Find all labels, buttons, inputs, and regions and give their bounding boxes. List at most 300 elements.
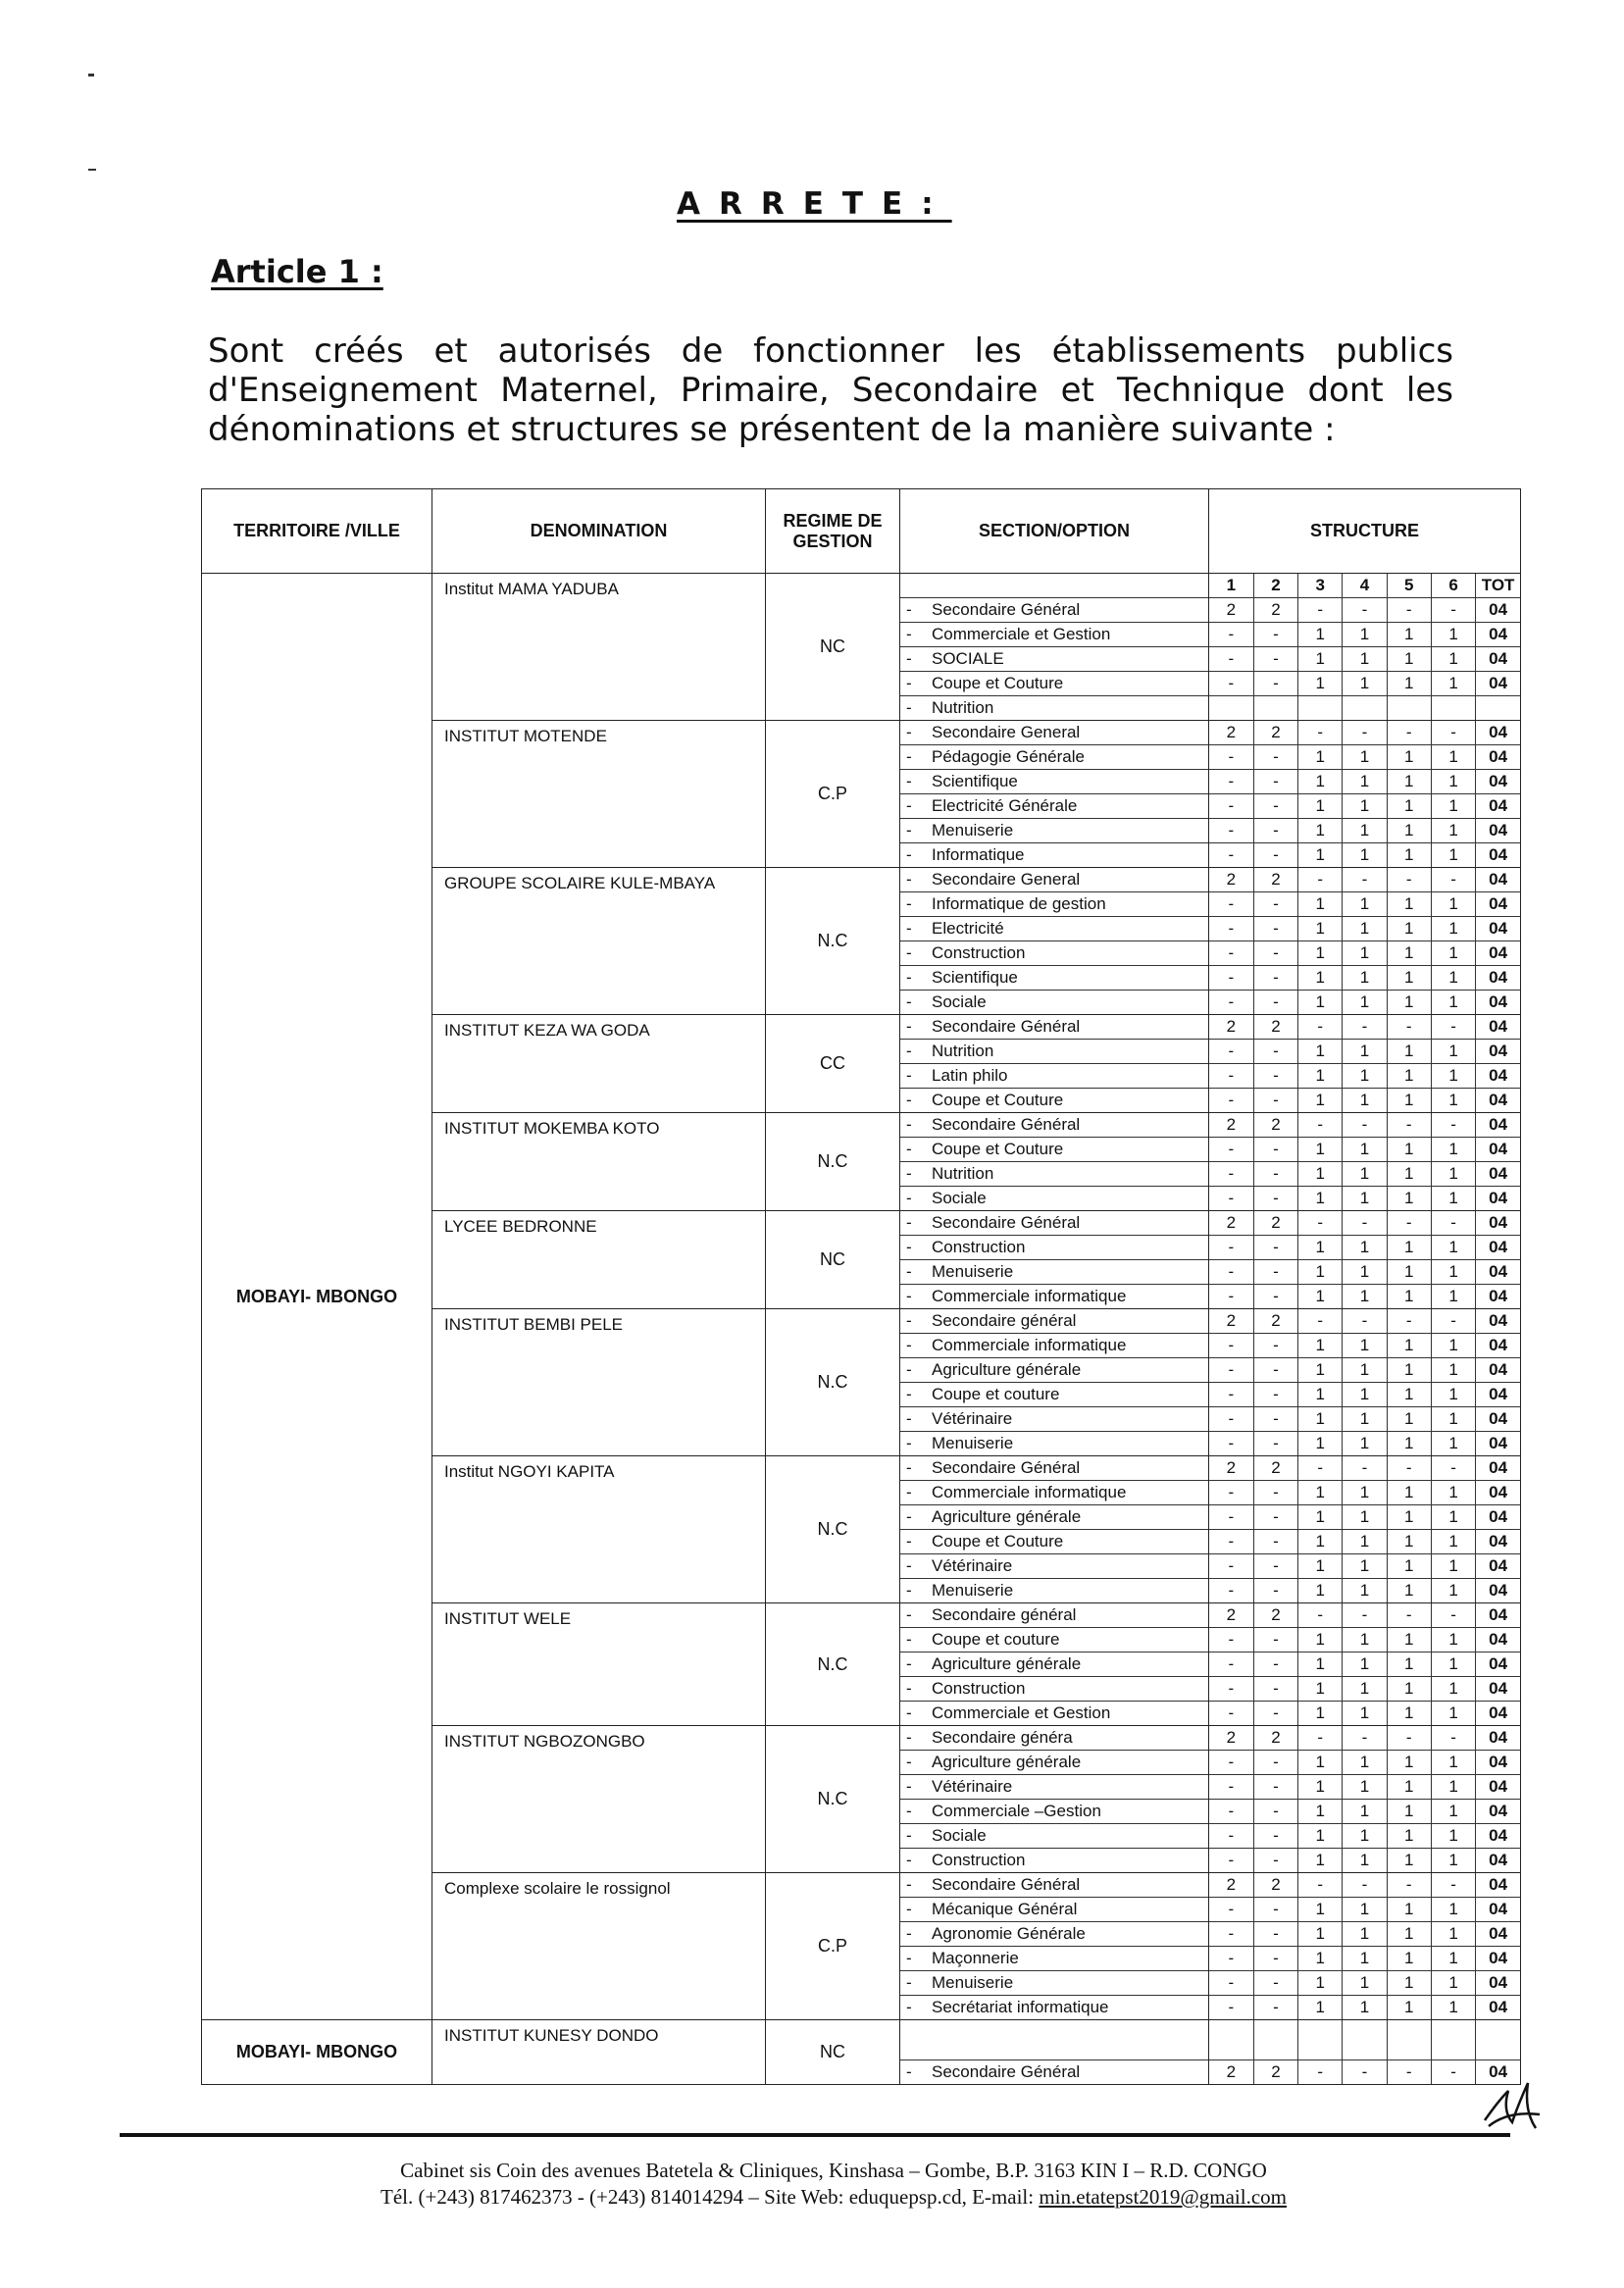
school-row — [202, 2020, 1521, 2085]
structure-value: 1 — [1431, 1260, 1475, 1285]
structure-value: - — [1253, 672, 1297, 696]
structure-value: 1 — [1298, 1358, 1343, 1383]
structure-value: 1 — [1387, 1481, 1431, 1505]
structure-value: 1 — [1343, 1432, 1387, 1456]
structure-row — [1209, 1873, 1520, 1898]
option-cell — [900, 1236, 1208, 1260]
structure-value: - — [1253, 1922, 1297, 1947]
option-row — [900, 868, 1208, 892]
option-label: Pédagogie Générale — [932, 747, 1085, 766]
structure-value: - — [1253, 770, 1297, 794]
structure-value: - — [1298, 868, 1343, 892]
option-row — [900, 1751, 1208, 1775]
structure-total: 04 — [1476, 1530, 1520, 1554]
structure-value: 1 — [1298, 1505, 1343, 1530]
option-label: Construction — [932, 943, 1026, 962]
decree-heading: ARRETE: — [677, 186, 952, 222]
structure-value: 1 — [1343, 745, 1387, 770]
option-cell — [900, 1677, 1208, 1702]
footer-email-link[interactable]: min.etatepst2019@gmail.com — [1039, 2185, 1287, 2209]
option-bullet: - — [906, 1654, 912, 1673]
section-options — [900, 721, 1209, 868]
structure-value: - — [1431, 868, 1475, 892]
school-name: INSTITUT KUNESY DONDO — [432, 2020, 766, 2085]
structure-value: 1 — [1387, 843, 1431, 868]
structure-value: 1 — [1298, 1775, 1343, 1800]
structure-row — [1209, 1481, 1520, 1505]
option-bullet: - — [906, 1532, 912, 1551]
structure-value: - — [1209, 1138, 1253, 1162]
options-list — [900, 1015, 1208, 1112]
options-list — [900, 721, 1208, 867]
structure-value: - — [1253, 1996, 1297, 2020]
structure-value: - — [1209, 1481, 1253, 1505]
structure-cell — [1209, 1113, 1521, 1211]
structure-row — [1209, 892, 1520, 917]
option-cell — [900, 1898, 1208, 1922]
structure-grid — [1209, 574, 1520, 720]
option-cell — [900, 1211, 1208, 1236]
structure-row — [1209, 941, 1520, 966]
structure-row — [1209, 1309, 1520, 1334]
structure-value: 1 — [1431, 1187, 1475, 1211]
option-row — [900, 1530, 1208, 1554]
option-row — [900, 1628, 1208, 1652]
option-row — [900, 1800, 1208, 1824]
structure-value: 1 — [1343, 1505, 1387, 1530]
structure-value: 1 — [1298, 1481, 1343, 1505]
structure-total: 04 — [1476, 1040, 1520, 1064]
structure-value: 1 — [1387, 770, 1431, 794]
structure-row — [1209, 1236, 1520, 1260]
option-label: Coupe et couture — [932, 1630, 1060, 1649]
option-label: Secondaire général — [932, 1311, 1077, 1330]
option-bullet: - — [906, 1875, 912, 1894]
option-bullet: - — [906, 1458, 912, 1477]
option-bullet: - — [906, 1164, 912, 1183]
structure-value — [1476, 2020, 1520, 2060]
option-bullet: - — [906, 1434, 912, 1452]
option-row — [900, 1285, 1208, 1309]
structure-value: 1 — [1298, 1554, 1343, 1579]
structure-value: 1 — [1298, 1628, 1343, 1652]
option-bullet: - — [906, 1851, 912, 1869]
table-header-row — [202, 489, 1521, 574]
structure-value: 1 — [1298, 1260, 1343, 1285]
option-cell — [900, 1652, 1208, 1677]
structure-value: - — [1209, 1358, 1253, 1383]
structure-value: - — [1253, 1677, 1297, 1702]
option-row — [900, 1873, 1208, 1898]
option-bullet: - — [906, 1238, 912, 1256]
structure-value: - — [1209, 1775, 1253, 1800]
structure-value: 1 — [1298, 672, 1343, 696]
structure-row — [1209, 721, 1520, 745]
regime-cell: N.C — [766, 1113, 900, 1211]
option-bullet: - — [906, 747, 912, 766]
option-row — [900, 1849, 1208, 1873]
structure-row — [1209, 1432, 1520, 1456]
option-bullet: - — [906, 1826, 912, 1845]
structure-value: 1 — [1298, 1702, 1343, 1726]
options-list — [900, 2020, 1208, 2084]
structure-value: - — [1253, 1481, 1297, 1505]
structure-value: - — [1253, 1260, 1297, 1285]
structure-row — [1209, 1187, 1520, 1211]
structure-value: - — [1343, 1309, 1387, 1334]
section-options — [900, 1015, 1209, 1113]
structure-value: 1 — [1387, 1652, 1431, 1677]
structure-value: 1 — [1343, 819, 1387, 843]
structure-value: - — [1298, 1309, 1343, 1334]
option-bullet: - — [906, 772, 912, 790]
structure-row — [1209, 1947, 1520, 1971]
option-bullet: - — [906, 2062, 912, 2081]
structure-value: 1 — [1298, 1407, 1343, 1432]
options-list — [900, 868, 1208, 1014]
structure-value: 1 — [1343, 843, 1387, 868]
regime-cell: N.C — [766, 1456, 900, 1603]
structure-total: 04 — [1476, 1505, 1520, 1530]
school-name: INSTITUT MOKEMBA KOTO — [432, 1113, 766, 1211]
options-list — [900, 1211, 1208, 1308]
structure-value: 1 — [1431, 1677, 1475, 1702]
structure-value: 1 — [1387, 1775, 1431, 1800]
option-label: Coupe et Couture — [932, 1091, 1064, 1109]
structure-value: 1 — [1387, 1971, 1431, 1996]
structure-row — [1209, 1677, 1520, 1702]
structure-row — [1209, 1775, 1520, 1800]
structure-value: 1 — [1431, 1383, 1475, 1407]
option-cell — [900, 1726, 1208, 1751]
structure-total: 04 — [1476, 941, 1520, 966]
option-label: Commerciale informatique — [932, 1336, 1127, 1354]
structure-total: 04 — [1476, 1260, 1520, 1285]
option-row — [900, 1358, 1208, 1383]
header-regime: REGIME DE GESTION — [766, 489, 900, 574]
option-cell — [900, 672, 1208, 696]
structure-value: 1 — [1387, 1358, 1431, 1383]
options-list — [900, 1309, 1208, 1455]
option-row — [900, 647, 1208, 672]
structure-value: 1 — [1431, 1775, 1475, 1800]
structure-value: - — [1209, 1064, 1253, 1089]
structure-value: 1 — [1298, 843, 1343, 868]
structure-value: 1 — [1431, 1947, 1475, 1971]
structure-total: 04 — [1476, 1603, 1520, 1628]
option-cell — [900, 574, 1208, 598]
option-cell — [900, 1824, 1208, 1849]
structure-row — [1209, 1285, 1520, 1309]
structure-value: - — [1209, 966, 1253, 991]
option-bullet: - — [906, 1703, 912, 1722]
school-row — [202, 574, 1521, 721]
option-cell — [900, 1579, 1208, 1603]
structure-value: - — [1253, 1702, 1297, 1726]
structure-value: - — [1253, 1800, 1297, 1824]
structure-value: - — [1253, 623, 1297, 647]
structure-value: 2 — [1209, 1211, 1253, 1236]
structure-value: 1 — [1387, 941, 1431, 966]
option-row — [900, 1383, 1208, 1407]
structure-value: - — [1253, 1407, 1297, 1432]
option-label: Secondaire Général — [932, 1017, 1081, 1036]
structure-value — [1253, 2020, 1297, 2060]
structure-row — [1209, 1652, 1520, 1677]
option-cell — [900, 1260, 1208, 1285]
option-cell — [900, 598, 1208, 623]
option-cell — [900, 1383, 1208, 1407]
option-bullet: - — [906, 1311, 912, 1330]
structure-total: 04 — [1476, 1554, 1520, 1579]
structure-value: 1 — [1387, 1432, 1431, 1456]
structure-row — [1209, 1113, 1520, 1138]
school-name: INSTITUT KEZA WA GODA — [432, 1015, 766, 1113]
structure-total: 04 — [1476, 917, 1520, 941]
option-bullet: - — [906, 1066, 912, 1085]
structure-row — [1209, 1971, 1520, 1996]
structure-value: - — [1253, 892, 1297, 917]
structure-cell — [1209, 1726, 1521, 1873]
option-cell — [900, 1113, 1208, 1138]
structure-value: - — [1253, 1579, 1297, 1603]
structure-value: - — [1298, 1873, 1343, 1898]
structure-header-row — [1209, 574, 1520, 598]
intro-paragraph: Sont créés et autorisés de fonctionner les établissements publics d'Enseignement Maternel, Primaire, Secondaire et Technique dont les dénominations et structures se présentent de la manière suivante : — [208, 331, 1453, 449]
option-cell — [900, 1481, 1208, 1505]
structure-row — [1209, 770, 1520, 794]
structure-value: - — [1253, 1334, 1297, 1358]
structure-value: 1 — [1298, 770, 1343, 794]
option-row — [900, 1726, 1208, 1751]
structure-value: 1 — [1431, 770, 1475, 794]
structure-value: 1 — [1343, 1407, 1387, 1432]
option-cell — [900, 1407, 1208, 1432]
structure-cell — [1209, 1456, 1521, 1603]
section-options — [900, 1603, 1209, 1726]
schools-table — [201, 488, 1521, 2085]
structure-value: - — [1228, 845, 1235, 864]
structure-value: 2 — [1209, 721, 1253, 745]
option-bullet: - — [906, 1189, 912, 1207]
option-cell — [900, 1751, 1208, 1775]
structure-value: - — [1387, 1211, 1431, 1236]
structure-value: - — [1253, 991, 1297, 1015]
structure-value: 1 — [1298, 917, 1343, 941]
options-list — [900, 1726, 1208, 1872]
structure-value: 1 — [1298, 1800, 1343, 1824]
option-label: Secondaire Général — [932, 1213, 1081, 1232]
structure-value: 1 — [1343, 1579, 1387, 1603]
structure-total: 04 — [1476, 794, 1520, 819]
structure-value: - — [1253, 1162, 1297, 1187]
structure-value: 1 — [1298, 1579, 1343, 1603]
header-section: SECTION/OPTION — [900, 489, 1209, 574]
option-label: Mécanique Général — [932, 1900, 1078, 1918]
option-row — [900, 991, 1208, 1015]
option-label: Nutrition — [932, 698, 994, 717]
structure-value: 1 — [1431, 1898, 1475, 1922]
structure-value: - — [1209, 941, 1253, 966]
structure-value: 1 — [1387, 745, 1431, 770]
structure-value: - — [1298, 1603, 1343, 1628]
option-cell — [900, 745, 1208, 770]
structure-grid — [1209, 2020, 1520, 2084]
structure-value: 1 — [1431, 1089, 1475, 1113]
option-label: Secondaire Général — [932, 1115, 1081, 1134]
structure-value: 1 — [1431, 647, 1475, 672]
structure-total: 04 — [1476, 1334, 1520, 1358]
option-bullet: - — [906, 968, 912, 987]
option-cell — [900, 1849, 1208, 1873]
regime-cell: N.C — [766, 1603, 900, 1726]
structure-value: 1 — [1343, 1677, 1387, 1702]
option-label: Agriculture générale — [932, 1360, 1082, 1379]
structure-value: 1 — [1298, 1898, 1343, 1922]
option-label: Commerciale –Gestion — [932, 1802, 1101, 1820]
option-cell — [900, 1873, 1208, 1898]
section-options — [900, 1309, 1209, 1456]
structure-total: 04 — [1476, 1162, 1520, 1187]
structure-value — [1253, 696, 1297, 721]
structure-value: - — [1209, 1162, 1253, 1187]
option-cell — [900, 917, 1208, 941]
option-cell — [900, 868, 1208, 892]
structure-value: 1 — [1343, 1628, 1387, 1652]
structure-value: - — [1343, 1015, 1387, 1040]
footer-contact — [196, 2184, 1471, 2211]
structure-value: - — [1209, 1947, 1253, 1971]
option-bullet: - — [906, 1924, 912, 1943]
structure-value: - — [1253, 1947, 1297, 1971]
structure-value: - — [1431, 1726, 1475, 1751]
option-label: Secondaire généra — [932, 1728, 1073, 1747]
option-row — [900, 1996, 1208, 2020]
option-label: Vétérinaire — [932, 1556, 1013, 1575]
structure-value: 1 — [1298, 966, 1343, 991]
option-bullet: - — [906, 1802, 912, 1820]
option-cell — [900, 1309, 1208, 1334]
options-list — [900, 1873, 1208, 2019]
option-label: Menuiserie — [932, 1973, 1014, 1992]
options-list — [900, 574, 1208, 720]
structure-value: 1 — [1431, 1285, 1475, 1309]
section-options — [900, 1873, 1209, 2020]
structure-value: 1 — [1298, 1432, 1343, 1456]
structure-value: 1 — [1387, 1162, 1431, 1187]
structure-value: 1 — [1387, 1751, 1431, 1775]
structure-value: 1 — [1298, 1849, 1343, 1873]
structure-total: 04 — [1476, 1481, 1520, 1505]
option-bullet: - — [906, 1900, 912, 1918]
structure-value: - — [1209, 1751, 1253, 1775]
option-row — [900, 2060, 1208, 2085]
scan-speck — [88, 169, 96, 171]
structure-value: 1 — [1298, 1971, 1343, 1996]
regime-cell: CC — [766, 1015, 900, 1113]
structure-total: 04 — [1476, 1751, 1520, 1775]
structure-value: - — [1253, 1358, 1297, 1383]
option-bullet: - — [906, 1213, 912, 1232]
option-cell — [900, 1971, 1208, 1996]
option-bullet: - — [906, 1360, 912, 1379]
option-cell — [900, 794, 1208, 819]
option-row — [900, 1505, 1208, 1530]
option-bullet: - — [906, 796, 912, 815]
structure-value: - — [1343, 1456, 1387, 1481]
option-row — [900, 1677, 1208, 1702]
structure-value: - — [1253, 1187, 1297, 1211]
option-bullet: - — [906, 1728, 912, 1747]
structure-grid — [1209, 1309, 1520, 1455]
structure-value: 1 — [1343, 1947, 1387, 1971]
structure-value: 2 — [1209, 1015, 1253, 1040]
school-name: Complexe scolaire le rossignol — [432, 1873, 766, 2020]
option-cell — [900, 1996, 1208, 2020]
structure-value: - — [1228, 1091, 1235, 1109]
structure-value: 1 — [1387, 1824, 1431, 1849]
structure-value: 1 — [1431, 1579, 1475, 1603]
option-bullet: - — [906, 1385, 912, 1403]
option-cell — [900, 966, 1208, 991]
structure-row — [1209, 1922, 1520, 1947]
structure-value: - — [1387, 1603, 1431, 1628]
option-bullet: - — [906, 1973, 912, 1992]
structure-row — [1209, 1554, 1520, 1579]
regime-cell: N.C — [766, 1726, 900, 1873]
structure-value: - — [1431, 598, 1475, 623]
structure-value: - — [1228, 1581, 1235, 1600]
option-label: Electricité — [932, 919, 1004, 938]
structure-row — [1209, 1138, 1520, 1162]
structure-col-header: 3 — [1298, 574, 1343, 598]
option-cell — [900, 1162, 1208, 1187]
structure-value: 1 — [1431, 1800, 1475, 1824]
structure-row — [1209, 1505, 1520, 1530]
structure-value: - — [1387, 1873, 1431, 1898]
section-options — [900, 1456, 1209, 1603]
structure-total: 04 — [1476, 770, 1520, 794]
structure-value: - — [1298, 2060, 1343, 2085]
structure-total: 04 — [1476, 1113, 1520, 1138]
structure-total: 04 — [1476, 1456, 1520, 1481]
option-cell — [900, 1505, 1208, 1530]
option-label: Commerciale informatique — [932, 1287, 1127, 1305]
option-bullet: - — [906, 1287, 912, 1305]
structure-value: - — [1253, 647, 1297, 672]
structure-value — [1343, 2020, 1387, 2060]
option-label: Commerciale et Gestion — [932, 1703, 1111, 1722]
option-row — [900, 1554, 1208, 1579]
structure-value: 1 — [1431, 745, 1475, 770]
option-bullet: - — [906, 698, 912, 717]
structure-value: 1 — [1343, 647, 1387, 672]
structure-value: - — [1253, 1432, 1297, 1456]
structure-value: 1 — [1387, 647, 1431, 672]
structure-value — [1209, 696, 1253, 721]
option-cell — [900, 1947, 1208, 1971]
option-cell — [900, 1015, 1208, 1040]
structure-value: 1 — [1298, 941, 1343, 966]
structure-value: - — [1209, 1407, 1253, 1432]
option-label: Maçonnerie — [932, 1949, 1019, 1967]
structure-value: 1 — [1387, 1628, 1431, 1652]
structure-value: 1 — [1298, 1138, 1343, 1162]
structure-value: 1 — [1431, 1040, 1475, 1064]
structure-total: 04 — [1476, 1996, 1520, 2020]
structure-total: 04 — [1476, 843, 1520, 868]
structure-value: 1 — [1343, 1260, 1387, 1285]
